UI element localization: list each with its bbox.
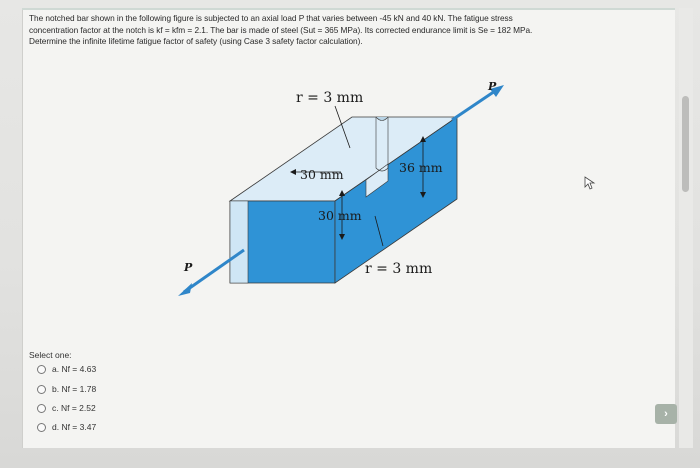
radius-bottom-label: r = 3 mm [365, 261, 433, 277]
answer-option-a-label: a. Nf = 4.63 [52, 364, 97, 374]
scrollbar-track[interactable] [679, 8, 693, 448]
select-one-prompt: Select one: [29, 350, 72, 360]
mouse-cursor-icon [584, 176, 596, 190]
load-right-label: P [488, 80, 497, 93]
bar-end-face [230, 201, 248, 283]
answer-option-b-label: b. Nf = 1.78 [52, 384, 97, 394]
answer-option-d-label: d. Nf = 3.47 [52, 422, 97, 432]
scrollbar-thumb[interactable] [682, 96, 689, 192]
answer-option-c[interactable] [37, 401, 96, 415]
load-arrowhead-left [178, 283, 192, 296]
question-line-2: concentration factor at the notch is kf = kfm = 2.1. The bar is made of steel (Sut = 365 MPa). Its corrected endurance limit is Se = 182 MPa. [29, 24, 533, 35]
chevron-right-icon: › [664, 408, 668, 420]
width-right-label: 36 mm [399, 160, 443, 175]
answer-option-b[interactable] [37, 382, 96, 396]
notched-bar-diagram [170, 78, 510, 298]
next-page-button[interactable] [655, 404, 677, 424]
radio-icon[interactable] [37, 423, 46, 432]
depth-label: 30 mm [318, 208, 362, 223]
question-line-3: Determine the infinite lifetime fatigue factor of safety (using Case 3 safety factor calculation). [29, 36, 363, 46]
question-text [29, 13, 649, 48]
card-top-border [22, 8, 675, 10]
radio-icon[interactable] [37, 385, 46, 394]
notched-bar-figure [170, 78, 510, 298]
answer-option-a[interactable] [37, 362, 96, 376]
load-left-label: P [184, 261, 193, 274]
question-line-1: The notched bar shown in the following figure is subjected to an axial load P that varies between -45 kN and 40 kN. The fatigue stress [29, 13, 513, 23]
answer-option-d[interactable] [37, 420, 96, 434]
width-left-label: 30 mm [300, 167, 344, 182]
radio-icon[interactable] [37, 365, 46, 374]
radius-top-label: r = 3 mm [296, 90, 364, 106]
radio-icon[interactable] [37, 404, 46, 413]
answer-option-c-label: c. Nf = 2.52 [52, 403, 96, 413]
load-arrow-right [452, 89, 498, 120]
